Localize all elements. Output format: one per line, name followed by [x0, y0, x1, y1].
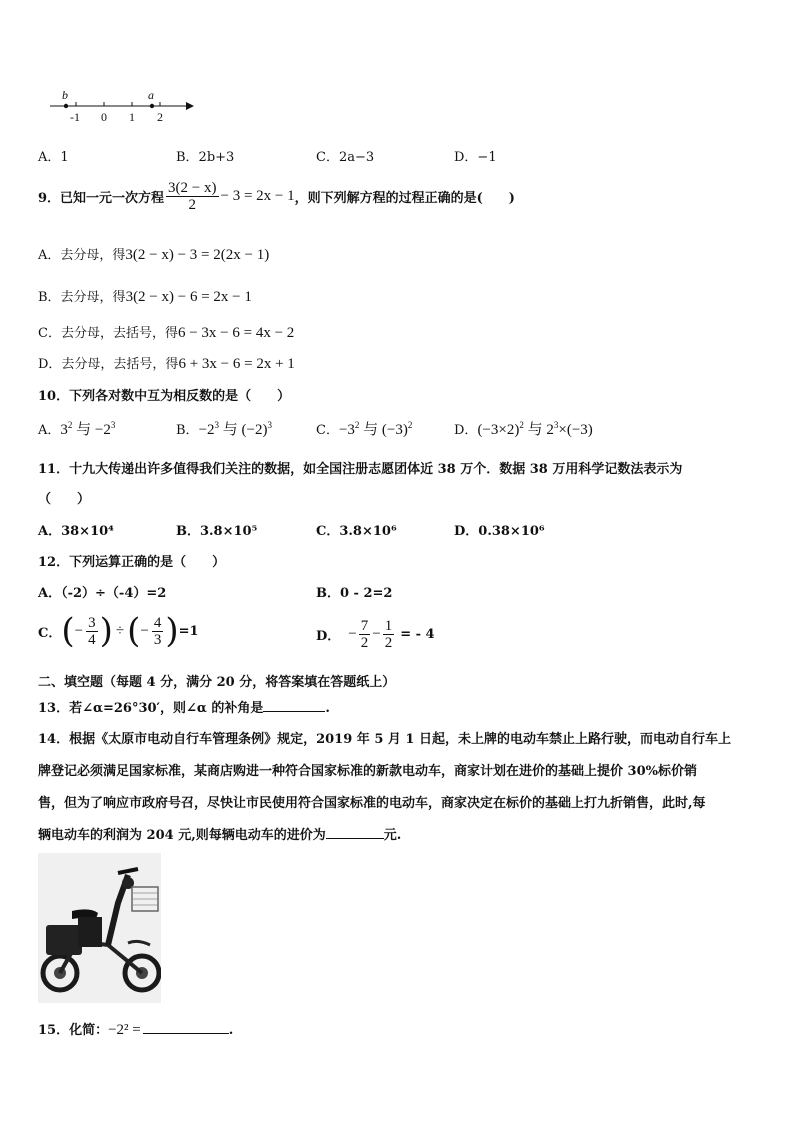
q9-option-a [38, 244, 269, 264]
q11-option-d: D．0.38×10⁶ [454, 524, 545, 539]
q10-option-c-label: C． [316, 423, 339, 438]
q9-option-d [38, 353, 295, 373]
q15-label: 15．化简： [38, 1023, 109, 1038]
q12-stem: 12．下列运算正确的是（ ） [38, 555, 226, 570]
q9-option-d-math: 6 + 3x − 6 = 2x + 1 [178, 356, 295, 372]
q13: 13．若∠α=26°30′，则∠α 的补角是 . [38, 701, 330, 716]
q9-option-b-label: B．去分母，得 [38, 290, 126, 305]
q11-paren: （ ） [38, 492, 91, 507]
q10-stem: 10．下列各对数中互为相反数的是（ ） [38, 389, 291, 404]
q10-option-d-label: D． [454, 423, 478, 438]
q9-option-a-label: A．去分母，得 [38, 248, 126, 263]
answer-blank[interactable] [143, 1021, 229, 1034]
numberline-label-b: b [62, 88, 68, 102]
answer-blank[interactable] [326, 826, 384, 839]
point-b [64, 104, 68, 108]
answer-blank[interactable] [263, 699, 325, 712]
q9-stem [38, 180, 515, 213]
q9-option-d-label: D．去分母，去括号，得 [38, 357, 179, 372]
q10-option-b-label: B． [176, 423, 199, 438]
q14-line2: 牌登记必须满足国家标准，某商店购进一种符合国家标准的新款电动车，商家计划在进价的基础上提价 30%标价销 [38, 764, 697, 779]
q12-option-d: D． − $\frac{7}{2}$ − $\frac{1}{2}$ = - 4 [316, 618, 435, 651]
q9-numerator: 3(2 − x) [168, 180, 217, 196]
point-a [150, 104, 154, 108]
q14-line4-text: 辆电动车的利润为 204 元,则每辆电动车的进价为 [38, 828, 326, 843]
q15: 15．化简：−2² = . [38, 1022, 234, 1038]
q9-option-a-math: 3(2 − x) − 3 = 2(2x − 1) [125, 247, 270, 263]
q13-text: 13．若∠α=26°30′，则∠α 的补角是 [38, 701, 264, 716]
q11-stem: 11．十九大传递出许多值得我们关注的数据，如全国注册志愿团体近 38 万个．数据 38 万用科学记数法表示为 [38, 462, 683, 477]
q10-option-d: D．$(-3\times 2)^2$ 与 $2^3\times(-3)$ [454, 420, 593, 438]
tick-label: 2 [157, 110, 163, 124]
q9-option-b [38, 286, 252, 306]
q11-option-a: A．38×10⁴ [38, 524, 114, 539]
numberline-label-a: a [148, 88, 154, 102]
q15-math: −2² = [108, 1022, 141, 1038]
q11-option-b: B．3.8×10⁵ [176, 524, 258, 539]
q8-option-b: B．2b+3 [176, 150, 235, 165]
q12-option-a: A．（-2）÷（-4）=2 [38, 586, 167, 601]
q9-option-c [38, 322, 294, 342]
tick-label: 0 [101, 110, 107, 124]
section-title: 二、填空题（每题 4 分，满分 20 分，将答案填在答题纸上） [38, 675, 396, 690]
q9-prefix: 9．已知一元一次方程 [38, 191, 165, 206]
q9-suffix: ，则下列解方程的过程正确的是( ) [294, 191, 515, 206]
q12-option-c: C． ( − $\frac{3}{4}$ ) ÷ ( − $\frac{4}{3}$ ) =1 [38, 611, 199, 651]
q9-fraction [166, 180, 218, 213]
q11-option-c: C．3.8×10⁶ [316, 524, 397, 539]
q8-option-d: D．−1 [454, 150, 497, 165]
q12-option-c-label: C． [38, 625, 62, 641]
q9-option-c-math: 6 − 3x − 6 = 4x − 2 [177, 325, 295, 341]
tick-label: 1 [129, 110, 135, 124]
q9-equation-rest: − 3 = 2x − 1 [220, 188, 295, 204]
q10-option-c: C．$-3^2$ 与 $(-3)^2$ [316, 420, 413, 438]
q12-option-d-label: D． [316, 629, 341, 644]
tick-label: -1 [70, 110, 80, 124]
q14-line1: 14．根据《太原市电动自行车管理条例》规定，2019 年 5 月 1 日起，未上牌的电动车禁止上路行驶，而电动自行车上 [38, 732, 731, 747]
q9-denominator: 2 [188, 197, 197, 213]
q12-option-b: B．0 - 2=2 [316, 586, 393, 601]
q9-option-c-label: C．去分母，去括号，得 [38, 326, 178, 341]
q10-option-a: A．$3^2$ 与 $-2^3$ [38, 420, 116, 438]
q14-line3: 售，但为了响应市政府号召，尽快让市民使用符合国家标准的电动车，商家决定在标价的基础上打九折销售，此时,每 [38, 796, 706, 811]
q14-unit: 元. [383, 828, 402, 843]
q10-option-b: B．$-2^3$ 与 $(-2)^3$ [176, 420, 272, 438]
q8-option-c: C．2a−3 [316, 150, 375, 165]
q12-option-d-tail: = - 4 [400, 627, 435, 642]
q14-line4 [38, 824, 401, 843]
q12-option-c-tail: =1 [178, 623, 199, 639]
q9-option-b-math: 3(2 − x) − 6 = 2x − 1 [125, 289, 252, 305]
q10-option-a-label: A． [38, 423, 61, 438]
electric-bike-image [38, 853, 161, 1003]
q8-option-a: A．1 [38, 150, 69, 165]
